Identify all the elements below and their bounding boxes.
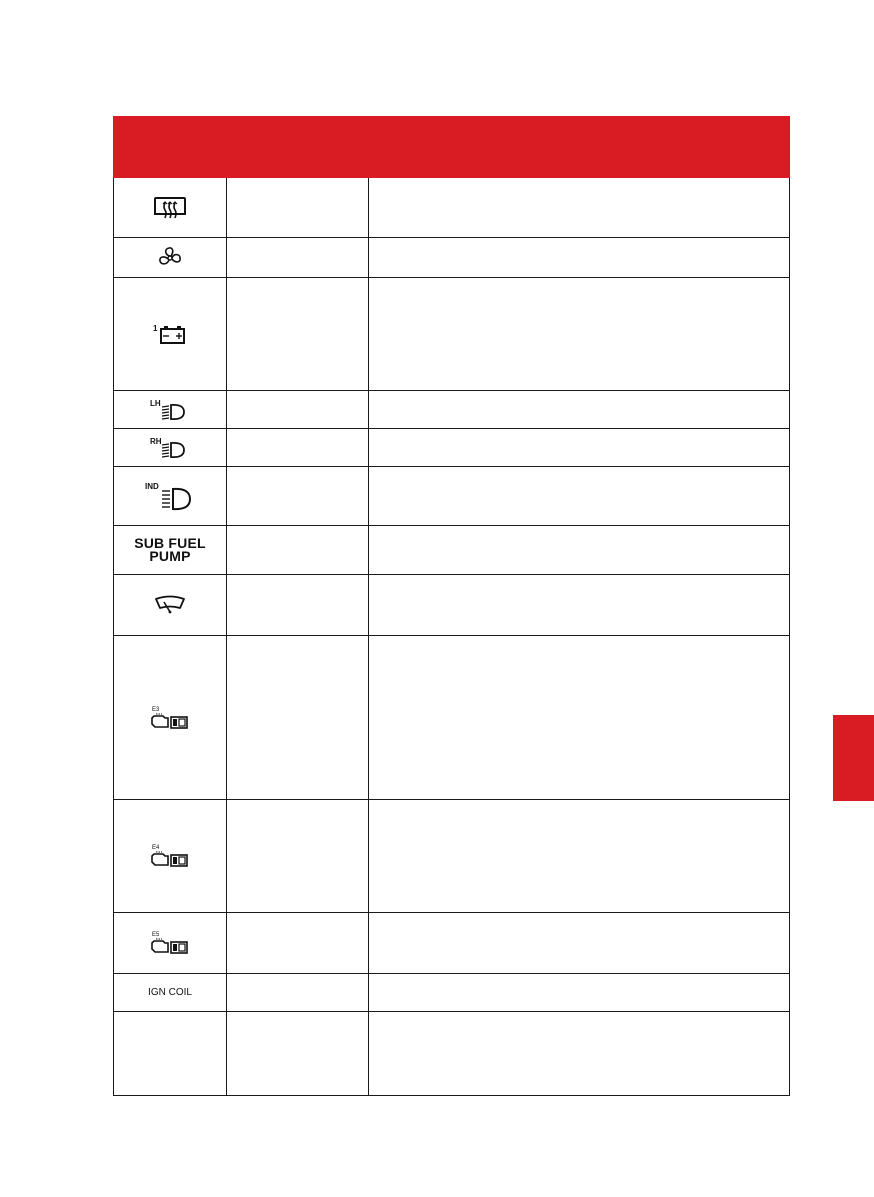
svg-text:IND: IND xyxy=(145,482,159,491)
description-cell xyxy=(369,178,790,238)
table-row xyxy=(114,429,790,467)
icon-cell xyxy=(114,278,227,391)
header-fuse-cell xyxy=(227,117,369,178)
description-cell xyxy=(369,278,790,391)
icon-cell xyxy=(114,178,227,238)
engine-ecu-icon xyxy=(148,843,192,869)
fuse-cell xyxy=(227,429,369,467)
description-cell xyxy=(369,974,790,1012)
fuse-cell xyxy=(227,238,369,278)
icon-cell xyxy=(114,1012,227,1096)
description-cell xyxy=(369,575,790,636)
icon-cell xyxy=(114,636,227,800)
sub-fuel-pump-line1: SUB FUEL xyxy=(134,535,206,551)
battery-number-label: 1 xyxy=(153,324,158,333)
battery-icon xyxy=(150,323,190,345)
fuse-cell xyxy=(227,575,369,636)
rear-defroster-icon xyxy=(152,195,188,221)
description-cell xyxy=(369,391,790,429)
fan-icon xyxy=(157,246,183,270)
fuse-cell xyxy=(227,391,369,429)
fuse-table xyxy=(113,116,790,1096)
e5-label: E5 xyxy=(152,932,160,938)
table-row xyxy=(114,575,790,636)
fuse-cell xyxy=(227,1012,369,1096)
section-tab xyxy=(833,715,874,801)
table-row xyxy=(114,1012,790,1096)
description-cell xyxy=(369,800,790,913)
fuse-cell xyxy=(227,636,369,800)
table-row xyxy=(114,467,790,526)
ign-coil-label: IGN COIL xyxy=(148,987,192,998)
table-row xyxy=(114,391,790,429)
table-row xyxy=(114,526,790,575)
wiper-icon xyxy=(153,593,187,617)
fuse-cell xyxy=(227,278,369,391)
fuse-cell xyxy=(227,526,369,575)
fuse-cell xyxy=(227,800,369,913)
description-cell xyxy=(369,913,790,974)
headlamp-ind-icon xyxy=(143,480,197,512)
sub-fuel-pump-line2: PUMP xyxy=(149,548,191,564)
table-row xyxy=(114,178,790,238)
table-row xyxy=(114,913,790,974)
headlamp-lh-icon xyxy=(148,398,192,422)
table-row xyxy=(114,278,790,391)
icon-cell xyxy=(114,467,227,526)
header-icon-cell xyxy=(114,117,227,178)
table-header-row xyxy=(114,117,790,178)
fuse-cell xyxy=(227,467,369,526)
description-cell xyxy=(369,1012,790,1096)
svg-text:LH: LH xyxy=(150,398,161,408)
header-description-cell xyxy=(369,117,790,178)
fuse-cell xyxy=(227,974,369,1012)
table-row xyxy=(114,974,790,1012)
e3-label: E3 xyxy=(152,706,160,713)
description-cell xyxy=(369,467,790,526)
description-cell xyxy=(369,238,790,278)
engine-ecu-icon xyxy=(148,930,192,956)
icon-cell xyxy=(114,391,227,429)
icon-cell xyxy=(114,526,227,575)
table-row xyxy=(114,238,790,278)
e4-label: E4 xyxy=(152,845,160,851)
icon-cell xyxy=(114,913,227,974)
engine-ecu-icon xyxy=(148,705,192,731)
fuse-cell xyxy=(227,178,369,238)
description-cell xyxy=(369,429,790,467)
table-row xyxy=(114,636,790,800)
description-cell xyxy=(369,526,790,575)
table-row xyxy=(114,800,790,913)
icon-cell xyxy=(114,575,227,636)
sub-fuel-pump-label xyxy=(114,537,226,563)
icon-cell xyxy=(114,238,227,278)
svg-text:RH: RH xyxy=(150,436,162,446)
headlamp-rh-icon xyxy=(148,436,192,460)
description-cell xyxy=(369,636,790,800)
fuse-cell xyxy=(227,913,369,974)
icon-cell xyxy=(114,800,227,913)
icon-cell xyxy=(114,974,227,1012)
icon-cell xyxy=(114,429,227,467)
